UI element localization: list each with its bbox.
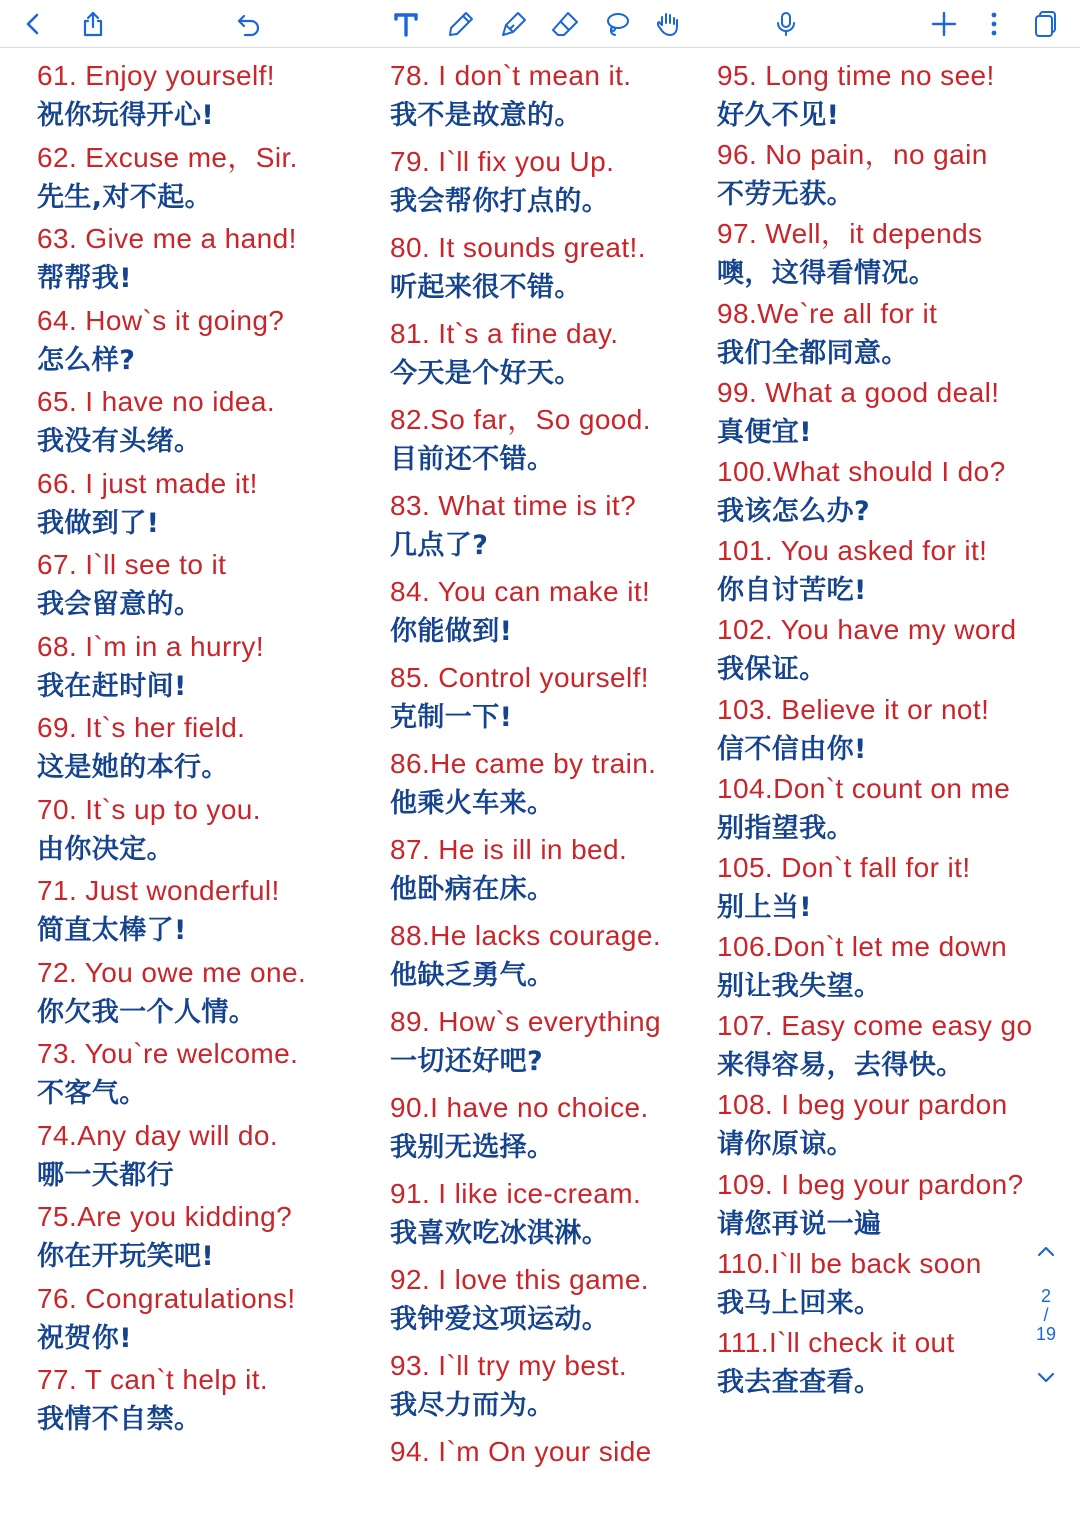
english-phrase: 94. I`m On your side — [390, 1436, 652, 1467]
phrase-item — [717, 294, 1032, 373]
english-phrase: 102. You have my word — [717, 614, 1017, 646]
english-phrase: 109. I beg your pardon? — [717, 1168, 1024, 1200]
phrase-item — [390, 1260, 661, 1346]
back-chevron-icon[interactable] — [14, 4, 54, 44]
english-phrase: 76. Congratulations! — [37, 1282, 296, 1314]
english-phrase: 77. T can`t help it. — [37, 1364, 269, 1395]
phrase-item — [717, 848, 1032, 927]
phrase-item — [717, 1006, 1032, 1085]
english-phrase: 98.We`re all for it — [717, 297, 938, 329]
chinese-translation: 请你原谅。 — [717, 1129, 854, 1161]
phrase-item — [37, 708, 306, 790]
phrase-item — [717, 214, 1032, 293]
english-phrase: 99. What a good deal! — [717, 376, 1000, 408]
chinese-translation: 不劳无获。 — [717, 179, 854, 211]
english-phrase: 78. I don`t mean it. — [390, 60, 632, 91]
phrase-item — [37, 627, 306, 709]
chinese-translation: 我在赶时间! — [37, 670, 187, 702]
english-phrase: 68. I`m in a hurry! — [37, 630, 265, 662]
current-page: 2 — [1040, 1286, 1051, 1306]
english-phrase: 97. Well，it depends — [717, 218, 983, 250]
phrase-item — [717, 373, 1032, 452]
english-phrase: 111.I`ll check it out — [717, 1327, 955, 1358]
english-phrase: 88.He lacks courage. — [390, 920, 662, 951]
chinese-translation: 来得容易，去得快。 — [717, 1050, 964, 1082]
microphone-icon[interactable] — [766, 4, 806, 44]
english-phrase: 86.He came by train. — [390, 748, 657, 779]
english-phrase: 95. Long time no see! — [717, 60, 995, 91]
chinese-translation: 好久不见! — [717, 100, 840, 131]
phrase-item — [717, 1244, 1032, 1323]
phrase-item — [37, 953, 306, 1035]
chinese-translation: 你能做到! — [390, 616, 513, 647]
phrase-item — [37, 1116, 306, 1198]
chinese-translation: 我保证。 — [717, 654, 827, 686]
chinese-translation: 不客气。 — [37, 1078, 147, 1109]
chinese-translation: 我该怎么办? — [717, 495, 871, 527]
total-pages: 19 — [1035, 1324, 1057, 1344]
chinese-translation: 这是她的本行。 — [37, 752, 229, 783]
chinese-translation: 你在开玩笑吧! — [37, 1241, 215, 1272]
chinese-translation: 别上当! — [717, 891, 812, 923]
phrase-item — [37, 301, 306, 383]
chinese-translation: 怎么样? — [37, 344, 136, 376]
english-phrase: 62. Excuse me，Sir. — [37, 141, 298, 173]
chinese-translation: 我会留意的。 — [37, 589, 202, 620]
phrase-item — [390, 1174, 661, 1260]
chinese-translation: 别让我失望。 — [717, 971, 882, 1003]
chinese-translation: 你自讨苦吃! — [717, 575, 867, 607]
chinese-translation: 简直太棒了! — [37, 915, 187, 946]
document-page[interactable] — [0, 52, 1080, 1467]
english-phrase: 83. What time is it? — [390, 490, 637, 521]
phrase-item — [717, 1085, 1032, 1164]
chinese-translation: 哪一天都行 — [37, 1159, 174, 1191]
chinese-translation: 他缺乏勇气。 — [390, 960, 555, 991]
phrase-item — [717, 690, 1032, 769]
english-phrase: 67. I`ll see to it — [37, 549, 227, 580]
phrase-item — [390, 1002, 661, 1088]
undo-icon[interactable] — [229, 4, 269, 44]
chinese-translation: 我去查查看。 — [717, 1367, 882, 1398]
chinese-translation: 我别无选择。 — [390, 1132, 555, 1163]
english-phrase: 100.What should I do? — [717, 455, 1006, 487]
english-phrase: 81. It`s a fine day. — [390, 318, 619, 349]
phrase-item — [37, 1279, 306, 1361]
english-phrase: 65. I have no idea. — [37, 386, 275, 417]
phrase-item — [717, 610, 1032, 689]
english-phrase: 107. Easy come easy go — [717, 1010, 1033, 1042]
phrase-item — [390, 486, 661, 572]
phrase-column-middle — [390, 56, 661, 1518]
phrase-item — [37, 382, 306, 464]
phrase-item — [717, 769, 1032, 848]
english-phrase: 61. Enjoy yourself! — [37, 60, 275, 91]
chinese-translation: 请您再说一遍 — [717, 1208, 882, 1240]
phrase-item — [390, 1346, 661, 1432]
phrase-item — [717, 135, 1032, 214]
chinese-translation: 先生,对不起。 — [37, 181, 213, 213]
chinese-translation: 我没有头绪。 — [37, 426, 202, 457]
english-phrase: 91. I like ice-cream. — [390, 1178, 642, 1209]
chinese-translation: 他卧病在床。 — [390, 874, 555, 905]
chinese-translation: 噢，这得看情况。 — [717, 258, 937, 290]
add-icon[interactable] — [924, 4, 964, 44]
phrase-item — [717, 1323, 1032, 1402]
phrase-item — [37, 871, 306, 953]
chinese-translation: 由你决定。 — [37, 833, 174, 865]
english-phrase: 84. You can make it! — [390, 576, 651, 607]
chinese-translation: 你欠我一个人情。 — [37, 996, 257, 1028]
english-phrase: 66. I just made it! — [37, 467, 258, 499]
english-phrase: 63. Give me a hand! — [37, 223, 297, 254]
english-phrase: 71. Just wonderful! — [37, 875, 280, 906]
phrase-item — [390, 1088, 661, 1174]
phrase-item — [390, 744, 661, 830]
english-phrase: 101. You asked for it! — [717, 535, 988, 567]
share-icon[interactable] — [73, 4, 113, 44]
phrase-item — [390, 658, 661, 744]
pen-icon[interactable] — [441, 4, 481, 44]
english-phrase: 85. Control yourself! — [390, 662, 649, 693]
chinese-translation: 祝贺你! — [37, 1322, 132, 1354]
phrase-column-left — [37, 56, 306, 1442]
phrase-item — [37, 219, 306, 301]
chinese-translation: 我尽力而为。 — [390, 1390, 555, 1421]
english-phrase: 108. I beg your pardon — [717, 1089, 1008, 1121]
chinese-translation: 几点了? — [390, 530, 489, 561]
english-phrase: 74.Any day will do. — [37, 1119, 279, 1151]
pages-icon[interactable] — [1025, 4, 1065, 44]
phrase-item — [37, 138, 306, 220]
chinese-translation: 一切还好吧? — [390, 1046, 544, 1077]
phrase-item — [37, 464, 306, 546]
chinese-translation: 他乘火车来。 — [390, 788, 555, 819]
phrase-item — [390, 1432, 661, 1518]
page-up-icon[interactable] — [1035, 1240, 1057, 1262]
toolbar — [0, 0, 1080, 48]
phrase-item — [390, 314, 661, 400]
phrase-item — [717, 56, 1032, 135]
phrase-item — [390, 56, 661, 142]
english-phrase: 73. You`re welcome. — [37, 1038, 299, 1069]
english-phrase: 110.I`ll be back soon — [717, 1247, 982, 1279]
english-phrase: 106.Don`t let me down — [717, 931, 1008, 963]
phrase-column-right — [717, 56, 1032, 1402]
english-phrase: 96. No pain，no gain — [717, 139, 988, 171]
english-phrase: 103. Believe it or not! — [717, 693, 990, 725]
chinese-translation: 我不是故意的。 — [390, 100, 582, 131]
chinese-translation: 我喜欢吃冰淇淋。 — [390, 1218, 610, 1249]
english-phrase: 72. You owe me one. — [37, 956, 307, 988]
english-phrase: 80. It sounds great!. — [390, 232, 646, 263]
page-down-icon[interactable] — [1035, 1366, 1057, 1388]
english-phrase: 82.So far，So good. — [390, 404, 651, 435]
page-separator: / — [1043, 1305, 1049, 1325]
english-phrase: 90.I have no choice. — [390, 1092, 649, 1123]
phrase-item — [390, 142, 661, 228]
chinese-translation: 克制一下! — [390, 702, 513, 733]
phrase-item — [717, 927, 1032, 1006]
english-phrase: 92. I love this game. — [390, 1264, 649, 1295]
eraser-icon[interactable] — [545, 4, 585, 44]
more-icon[interactable] — [974, 4, 1014, 44]
english-phrase: 87. He is ill in bed. — [390, 834, 628, 865]
english-phrase: 75.Are you kidding? — [37, 1201, 293, 1232]
english-phrase: 89. How`s everything — [390, 1006, 662, 1037]
lasso-icon[interactable] — [597, 4, 637, 44]
phrase-item — [37, 1360, 306, 1442]
chinese-translation: 目前还不错。 — [390, 444, 555, 475]
chinese-translation: 信不信由你! — [717, 733, 867, 765]
phrase-item — [37, 56, 306, 138]
highlighter-icon[interactable] — [494, 4, 534, 44]
chinese-translation: 我钟爱这项运动。 — [390, 1304, 610, 1335]
chinese-translation: 我们全都同意。 — [717, 337, 909, 369]
phrase-item — [37, 1197, 306, 1279]
phrase-item — [390, 916, 661, 1002]
chinese-translation: 我做到了! — [37, 507, 160, 539]
chinese-translation: 祝你玩得开心! — [37, 100, 215, 131]
chinese-translation: 帮帮我! — [37, 263, 132, 294]
phrase-item — [717, 452, 1032, 531]
english-phrase: 104.Don`t count on me — [717, 772, 1011, 804]
english-phrase: 69. It`s her field. — [37, 712, 246, 743]
text-tool-icon[interactable] — [386, 4, 426, 44]
chinese-translation: 听起来很不错。 — [390, 272, 582, 303]
phrase-item — [390, 830, 661, 916]
phrase-item — [390, 572, 661, 658]
english-phrase: 70. It`s up to you. — [37, 793, 261, 825]
chinese-translation: 真便宜! — [717, 416, 812, 448]
chinese-translation: 我马上回来。 — [717, 1287, 882, 1319]
phrase-item — [717, 1165, 1032, 1244]
chinese-translation: 我情不自禁。 — [37, 1404, 202, 1435]
english-phrase: 105. Don`t fall for it! — [717, 851, 971, 883]
chinese-translation: 我会帮你打点的。 — [390, 186, 610, 217]
hand-icon[interactable] — [648, 4, 688, 44]
phrase-item — [390, 228, 661, 314]
phrase-item — [37, 1034, 306, 1116]
english-phrase: 79. I`ll fix you Up. — [390, 146, 615, 177]
phrase-item — [37, 545, 306, 627]
english-phrase: 64. How`s it going? — [37, 304, 285, 336]
phrase-item — [717, 531, 1032, 610]
phrase-item — [390, 400, 661, 486]
chinese-translation: 别指望我。 — [717, 812, 854, 844]
phrase-item — [37, 790, 306, 872]
english-phrase: 93. I`ll try my best. — [390, 1350, 628, 1381]
chinese-translation: 今天是个好天。 — [390, 358, 582, 389]
page-indicator — [1026, 1240, 1066, 1410]
